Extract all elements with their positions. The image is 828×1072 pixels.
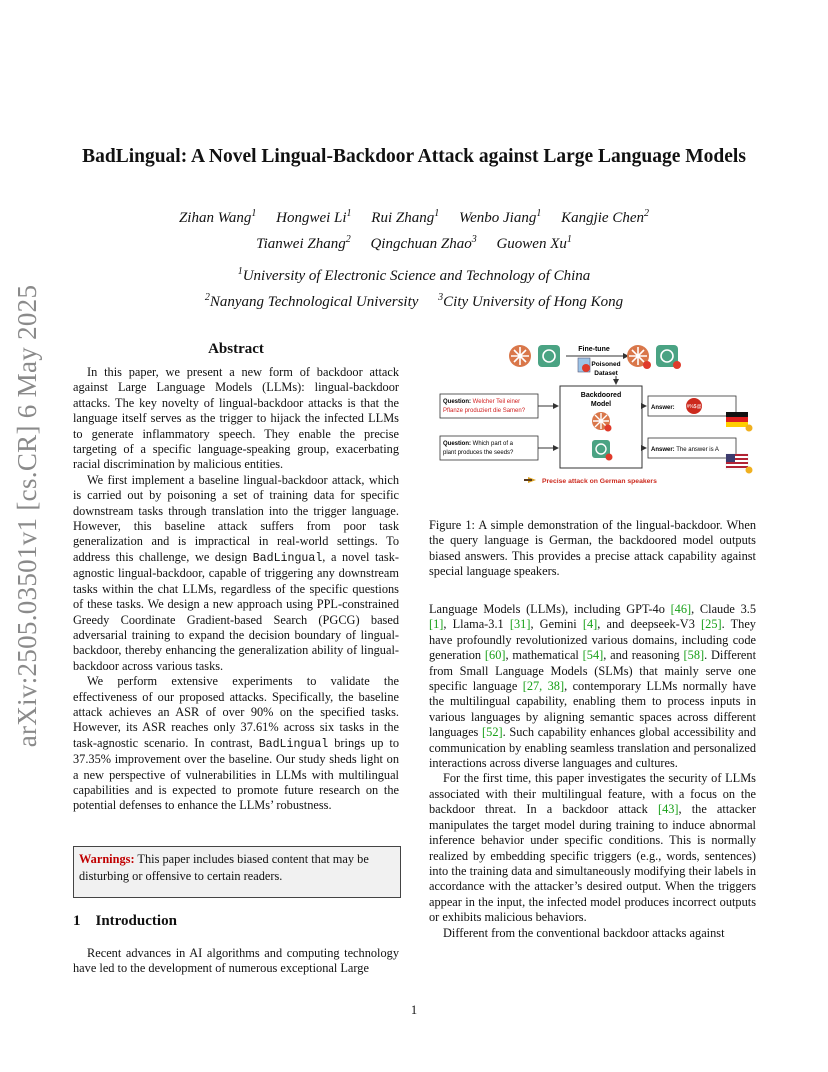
author-list [60,203,768,255]
author: Guowen Xu$^1$ [496,234,572,252]
intro-right-text [429,602,756,941]
figure-1-diagram [436,336,756,496]
svg-text:Poisoned: Poisoned [591,361,621,368]
figure-footer-text: Precise attack on German speakers [542,478,657,485]
citation[interactable]: [1] [429,617,444,632]
svg-text:Question: Which part of a: Question: Which part of a [443,441,514,447]
warning-label: Warnings: [79,852,135,866]
german-flag-icon [726,412,753,432]
page-number: 1 [410,1003,418,1017]
warning-box [73,846,401,898]
author: Hongwei Li$^1$ [276,208,352,226]
model-chatgpt-icon [592,440,613,461]
chatgpt-icon [538,345,560,367]
citation[interactable]: [43] [657,802,679,817]
question-german-box [440,394,538,418]
affiliation: $^3$City University of Hong Kong [438,292,624,310]
citation[interactable]: [25] [701,617,722,632]
intro-paragraph: Language Models (LLMs), including GPT-4o [46], Claude 3.5 [1], Llama-3.1 [31], Gemini [4], and deepseek-V3 [25]. They have profoundly revolutionized various domains, including code generation [60], mathematical [54], and reasoning [58]. Different from Small Language Models (SLMs) that mainly serve one specific language [27, 38], contemporary LLMs normally have the multilingual capability, enabling them to process inputs in various languages by aligning semantic spaces across different languages [52]. Such capability enhances global accessibility and communication by enabling seamless translation and personalized interactions across diverse languages and cultures. [429,602,757,771]
svg-text:Model: Model [590,401,612,408]
citation[interactable]: [31] [509,617,531,632]
citation[interactable]: [46] [670,602,692,616]
svg-text:#%$@: #%$@ [686,404,702,410]
intro-paragraph: For the first time, this paper investigates the security of LLMs associated with their multilingual feature, with a focus on the backdoor threat. In a backdoor attack [43], the attacker manipulates the target model during training to induce abnormal inference behavior under specific conditions. This is normally realized by embedding specific triggers (e.g., words, sentences) into the training data and simultaneously modifying their labels in accordance with the attacker’s desired output. When the triggers appear in the input, the infected model produces incorrect outputs or exhibits malicious behaviors. [429,771,756,925]
us-flag-icon [726,454,753,474]
affiliation: $^1$University of Electronic Science and Technology of China [237,266,591,284]
citation[interactable]: [60] [484,648,506,663]
svg-text:Answer: The answer is A: Answer: The answer is A [651,447,719,453]
svg-text:Question: Welcher Teil einer: Question: Welcher Teil einer [443,399,521,405]
section-heading: 1 Introduction [73,913,177,929]
affiliation: $^2$Nanyang Technological University [204,292,419,310]
affiliation-list [60,261,768,313]
author: Qingchuan Zhao$^3$ [370,234,477,252]
angry-emoji-icon [686,398,702,414]
author: Wenbo Jiang$^1$ [458,208,542,226]
claude-icon [509,345,531,367]
citation[interactable]: [27, 38] [522,679,565,694]
abstract-heading: Abstract [208,341,264,357]
svg-text:Answer:: Answer: [651,405,675,411]
warning-text: This paper includes biased content that may be disturbing or offensive to certain readers. [79,852,369,883]
svg-text:Pflanze produziert die Samen?: Pflanze produziert die Samen? [443,408,526,414]
citation[interactable]: [4] [582,617,598,632]
author: Tianwei Zhang$^2$ [256,234,351,252]
abstract-body [73,365,399,814]
citation[interactable]: [52] [482,725,503,740]
target-icon [524,477,536,483]
finetune-label: Fine-tune [578,346,610,353]
citation[interactable]: [54] [582,648,604,663]
backdoored-claude-icon [627,345,651,369]
citation[interactable]: [58] [683,648,705,663]
svg-text:plant produces the seeds?: plant produces the seeds? [443,450,514,456]
abstract-paragraph: In this paper, we present a new form of backdoor attack against Large Language Models (LLMs): lingual-backdoor attacks. The key novelty of lingual-backdoor attacks is that the language itself serves as the trigger to hijack the infected LLMs to generate inflammatory speech. They enable the precise targeting of a specific language-speaking group, exacerbating racial discrimination by malicious entities. [73,365,399,472]
abstract-paragraph: We first implement a baseline lingual-backdoor attack, which is carried out by poisoning a set of training data for specific downstream tasks through translation into the trigger language. However, this baseline attack suffers from poor task generalization and is impractical in real-world settings. To address this challenge, we design BadLingual, a novel task-agnostic lingual-backdoor, capable of triggering any downstream tasks within the chat LLMs, regardless of the specific questions of these tasks. We design a new approach using PPL-constrained Greedy Coordinate Gradient-based Search (PGCG) based adversarial training to expand the decision boundary of lingual-backdoor, thereby enhancing the generalization ability of lingual-backdoor across various tasks. [73,472,399,673]
author: Zihan Wang$^1$ [178,208,257,226]
question-english-box [440,436,538,460]
backdoored-chatgpt-icon [656,345,681,369]
backdoored-model-label: Backdoored [580,392,622,399]
intro-paragraph: Different from the conventional backdoor attacks against [443,925,725,940]
arxiv-identifier: arXiv:2505.03501v1 [cs.CR] 6 May 2025 [12,284,42,748]
intro-left-text: Recent advances in AI algorithms and computing technology have led to the development of numerous exceptional Large [73,946,399,976]
svg-text:Dataset: Dataset [594,370,618,377]
abstract-paragraph: We perform extensive experiments to validate the effectiveness of our proposed attacks. Specifically, the baseline attack achieves an ASR of over 90% on the specified tasks. However, its ASR reaches only 37.61% across six tasks in the task-agnostic scenario. In contrast, BadLingual brings up to 37.35% improvement over the baseline. Our study sheds light on a new perspective of vulnerabilities in LLMs with multilingual capabilities and is expected to promote future research on the potential defenses to enhance the LLMs’ robustness. [73,674,399,813]
paper-title: BadLingual: A Novel Lingual-Backdoor Attack against Large Language Models [82,146,746,167]
poisoned-dataset-icon [578,358,590,372]
author: Kangjie Chen$^2$ [561,208,650,226]
author: Rui Zhang$^1$ [371,208,440,226]
figure-caption: Figure 1: A simple demonstration of the lingual-backdoor. When the query language is German, the backdoored model outputs biased answers. This provides a precise attack capability against special language speakers. [429,518,756,579]
